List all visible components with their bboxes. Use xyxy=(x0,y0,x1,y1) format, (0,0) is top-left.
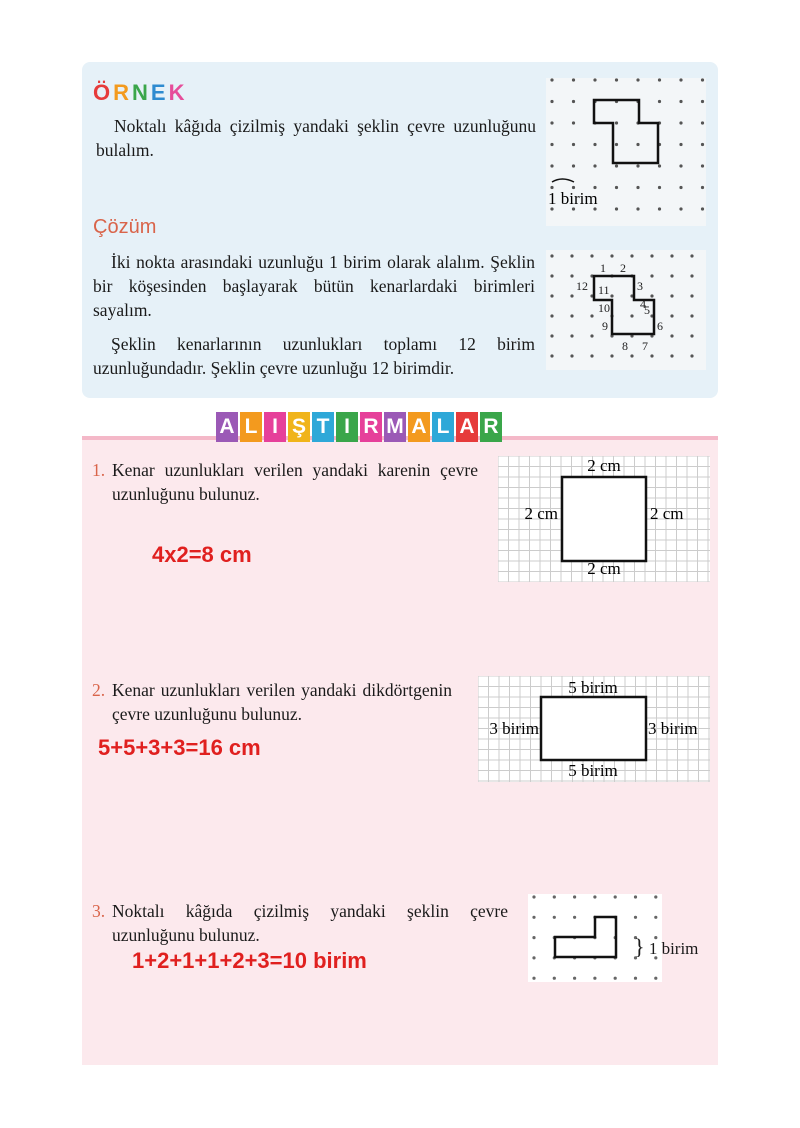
question-2-figure xyxy=(478,676,710,782)
grid-dot xyxy=(690,334,693,337)
square-right-label: 2 cm xyxy=(650,504,684,523)
banner-letter: I xyxy=(264,412,286,442)
banner-letter: R xyxy=(360,412,382,442)
grid-dot xyxy=(572,143,575,146)
square-left-label: 2 cm xyxy=(524,504,558,523)
grid-dot xyxy=(658,207,661,210)
grid-dot xyxy=(570,314,573,317)
grid-dot xyxy=(634,895,637,898)
grid-dot xyxy=(615,78,618,81)
grid-dot xyxy=(690,314,693,317)
grid-dot xyxy=(615,164,618,167)
grid-dot xyxy=(570,354,573,357)
grid-dot xyxy=(670,334,673,337)
grid-dot xyxy=(634,916,637,919)
title-letter: R xyxy=(113,80,133,105)
grid-dot xyxy=(570,294,573,297)
grid-dot xyxy=(701,186,704,189)
grid-dot xyxy=(593,895,596,898)
grid-dot xyxy=(690,254,693,257)
grid-dot xyxy=(670,314,673,317)
grid-dot xyxy=(532,956,535,959)
grid-dot xyxy=(550,164,553,167)
grid-dot xyxy=(636,207,639,210)
solution-figure-card xyxy=(546,250,706,370)
banner-letter: Ş xyxy=(288,412,310,442)
edge-number: 1 xyxy=(600,261,606,275)
grid-dot xyxy=(550,334,553,337)
edge-number: 9 xyxy=(602,319,608,333)
banner-letter: R xyxy=(480,412,502,442)
grid-dot xyxy=(572,100,575,103)
grid-dot xyxy=(679,186,682,189)
grid-dot xyxy=(573,977,576,980)
edge-number: 12 xyxy=(576,279,588,293)
question-2-answer: 5+5+3+3=16 cm xyxy=(98,735,261,760)
grid-dot xyxy=(570,274,573,277)
grid-dot xyxy=(690,294,693,297)
solution-paragraph-2: Şeklin kenarlarının uzunlukları toplamı 12 birim uzunluğundadır. Şeklin çevre uzunluğu 12 birimdir. xyxy=(93,334,535,378)
question-2-number: 2. xyxy=(92,680,106,700)
grid-dot xyxy=(532,936,535,939)
grid-dot xyxy=(550,78,553,81)
grid-dot xyxy=(630,314,633,317)
grid-dot xyxy=(614,977,617,980)
grid-dot xyxy=(550,354,553,357)
grid-dot xyxy=(550,274,553,277)
example-shape xyxy=(594,100,658,163)
banner-letter: M xyxy=(384,412,406,442)
grid-dot xyxy=(550,100,553,103)
edge-number: 2 xyxy=(620,261,626,275)
square-shape xyxy=(562,477,646,561)
grid-dot xyxy=(701,121,704,124)
grid-dot xyxy=(532,977,535,980)
solution-paragraph-1: İki nokta arasındaki uzunluğu 1 birim olarak alalım. Şeklin bir köşesinden başlayarak bütün kenarlardaki birimleri sayalım. xyxy=(93,252,535,320)
banner-letter: I xyxy=(336,412,358,442)
grid-dot xyxy=(615,121,618,124)
edge-number: 7 xyxy=(642,339,648,353)
grid-dot xyxy=(654,977,657,980)
banner-letter: A xyxy=(216,412,238,442)
grid-dot xyxy=(630,254,633,257)
solution-dot-grid xyxy=(546,250,706,370)
banner-letter: A xyxy=(456,412,478,442)
question-3-unit-label: 1 birim xyxy=(648,939,699,958)
unit-label: 1 birim xyxy=(548,189,598,208)
grid-dot xyxy=(636,186,639,189)
question-3-shape xyxy=(555,917,616,957)
grid-dot xyxy=(650,254,653,257)
grid-dot xyxy=(550,314,553,317)
grid-dot xyxy=(553,916,556,919)
grid-dot xyxy=(636,78,639,81)
question-2-text: Kenar uzunlukları verilen yandaki dikdörtgenin çevre uzunluğunu bulunuz. xyxy=(112,680,452,724)
edge-number: 10 xyxy=(598,301,610,315)
square-bottom-label: 2 cm xyxy=(587,559,621,578)
grid-dot xyxy=(590,314,593,317)
question-1-figure xyxy=(498,456,710,582)
grid-dot xyxy=(679,100,682,103)
grid-dot xyxy=(679,164,682,167)
grid-dot xyxy=(654,895,657,898)
grid-dot xyxy=(701,143,704,146)
grid-dot xyxy=(679,121,682,124)
edge-number: 5 xyxy=(644,303,650,317)
grid-dot xyxy=(593,977,596,980)
example-dot-grid xyxy=(546,78,706,226)
grid-dot xyxy=(570,254,573,257)
grid-dot xyxy=(701,207,704,210)
grid-dot xyxy=(670,294,673,297)
grid-dot xyxy=(593,164,596,167)
grid-dot xyxy=(550,121,553,124)
square-top-label: 2 cm xyxy=(587,456,621,475)
grid-dot xyxy=(553,895,556,898)
grid-dot xyxy=(550,294,553,297)
grid-dot xyxy=(654,916,657,919)
question-1-answer: 4x2=8 cm xyxy=(152,542,252,567)
rectangle-right-label: 3 birim xyxy=(648,719,698,738)
rectangle-shape xyxy=(541,697,646,760)
title-letter: E xyxy=(150,80,169,105)
grid-dot xyxy=(636,164,639,167)
edge-number: 6 xyxy=(657,319,663,333)
question-3-number: 3. xyxy=(92,901,106,921)
grid-dot xyxy=(658,164,661,167)
grid-dot xyxy=(658,186,661,189)
rectangle-top-label: 5 birim xyxy=(568,678,618,697)
unit-brace xyxy=(552,179,574,182)
grid-dot xyxy=(573,895,576,898)
grid-dot xyxy=(590,354,593,357)
grid-dot xyxy=(670,274,673,277)
grid-dot xyxy=(573,916,576,919)
grid-dot xyxy=(593,143,596,146)
grid-dot xyxy=(679,207,682,210)
edge-number: 11 xyxy=(598,283,610,297)
example-intro: Noktalı kâğıda çizilmiş yandaki şeklin çevre uzunluğunu bulalım. xyxy=(96,116,536,160)
grid-dot xyxy=(679,143,682,146)
grid-dot xyxy=(590,254,593,257)
grid-dot xyxy=(610,354,613,357)
title-letter: N xyxy=(132,80,151,105)
example-figure-card xyxy=(546,78,706,226)
question-1-text: Kenar uzunlukları verilen yandaki karenin çevre uzunluğunu bulunuz. xyxy=(112,460,478,504)
grid-dot xyxy=(614,895,617,898)
rectangle-left-label: 3 birim xyxy=(489,719,539,738)
rectangle-grid xyxy=(478,676,710,782)
grid-dot xyxy=(610,294,613,297)
grid-dot xyxy=(550,143,553,146)
banner-letter: A xyxy=(408,412,430,442)
grid-dot xyxy=(679,78,682,81)
exercises-banner xyxy=(216,412,502,444)
grid-dot xyxy=(658,100,661,103)
unit-brace-icon: } xyxy=(634,934,645,959)
question-3-answer: 1+2+1+1+2+3=10 birim xyxy=(132,948,367,973)
edge-number: 4 xyxy=(640,297,646,311)
question-1-number: 1. xyxy=(92,460,106,480)
grid-dot xyxy=(550,254,553,257)
grid-dot xyxy=(593,78,596,81)
banner-letter: L xyxy=(432,412,454,442)
grid-dot xyxy=(701,78,704,81)
grid-dot xyxy=(636,143,639,146)
rectangle-bottom-label: 5 birim xyxy=(568,761,618,780)
grid-dot xyxy=(615,207,618,210)
grid-dot xyxy=(570,334,573,337)
grid-dot xyxy=(701,100,704,103)
example-title xyxy=(93,80,187,106)
grid-dot xyxy=(553,977,556,980)
solution-title: Çözüm xyxy=(93,216,157,238)
grid-dot xyxy=(532,895,535,898)
question-3-unit xyxy=(634,934,698,960)
grid-dot xyxy=(701,164,704,167)
question-3-text: Noktalı kâğıda çizilmiş yandaki şeklin çevre uzunluğunu bulunuz. xyxy=(112,901,508,945)
grid-dot xyxy=(690,274,693,277)
grid-dot xyxy=(572,164,575,167)
grid-dot xyxy=(670,254,673,257)
banner-letter: L xyxy=(240,412,262,442)
grid-dot xyxy=(650,274,653,277)
grid-dot xyxy=(630,354,633,357)
title-letter: Ö xyxy=(93,80,114,105)
grid-dot xyxy=(650,294,653,297)
square-grid xyxy=(498,456,710,582)
grid-dot xyxy=(690,354,693,357)
banner-letter: T xyxy=(312,412,334,442)
grid-dot xyxy=(610,254,613,257)
grid-dot xyxy=(572,121,575,124)
grid-dot xyxy=(658,78,661,81)
grid-dot xyxy=(532,916,535,919)
grid-dot xyxy=(615,143,618,146)
grid-dot xyxy=(572,78,575,81)
edge-number: 3 xyxy=(637,279,643,293)
grid-dot xyxy=(650,354,653,357)
edge-number: 8 xyxy=(622,339,628,353)
grid-dot xyxy=(590,334,593,337)
grid-dot xyxy=(670,354,673,357)
grid-dot xyxy=(615,186,618,189)
grid-dot xyxy=(634,977,637,980)
title-letter: K xyxy=(168,80,188,105)
